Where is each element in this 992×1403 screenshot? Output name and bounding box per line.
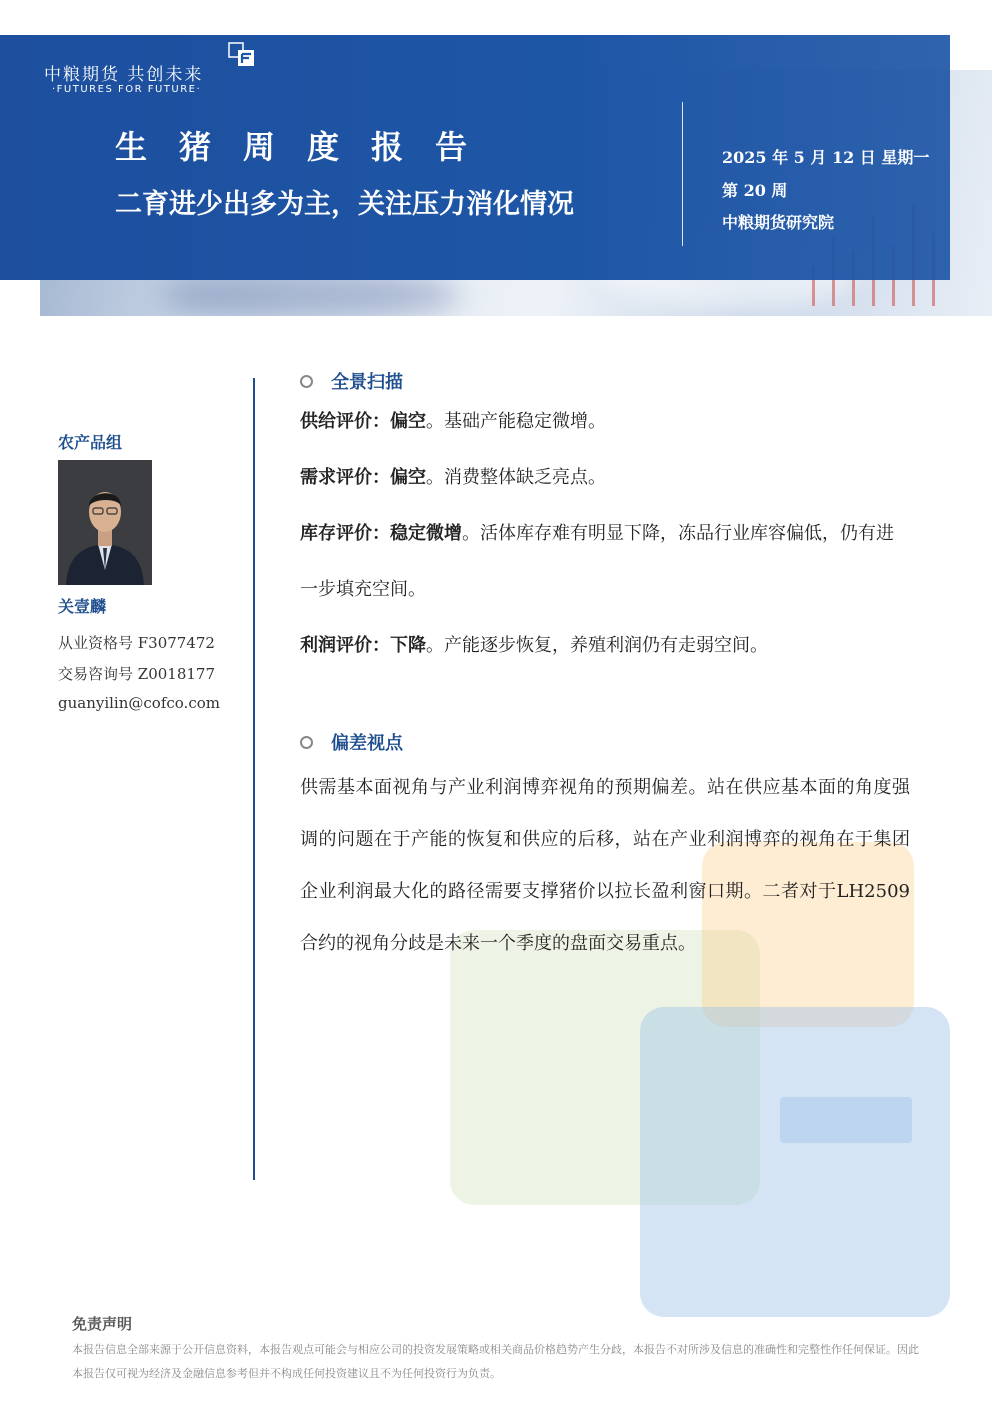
author-group: 农产品组: [58, 433, 123, 452]
section-heading-overview: 全景扫描: [300, 368, 403, 394]
disclaimer-text: 本报告信息全部来源于公开信息资料，本报告观点可能会与相应公司的投资发展策略或相关商品价格趋势产生分歧，本报告不对所涉及信息的准确性和完整性作任何保证。因此本报告仅可视为经济及金融信息参考但并不构成任何投资建议且不为任何投资行为负责。: [72, 1343, 919, 1380]
profit-label: 利润评价：下降: [300, 635, 426, 656]
stock-text: 。活体库存难有明显下降，冻品行业库容偏低，仍有进一步填充空间。: [300, 523, 894, 600]
demand-label: 需求评价：偏空: [300, 467, 426, 488]
author-consult-number: 交易咨询号 Z0018177: [58, 665, 215, 683]
decoration-blue-bar: [780, 1097, 912, 1143]
circle-bullet-icon: [300, 375, 313, 388]
profit-evaluation: [300, 618, 910, 674]
report-subtitle: 二育进少出多为主，关注压力消化情况: [115, 189, 574, 220]
report-date: 2025 年 5 月 12 日 星期一: [722, 148, 930, 167]
report-institute: 中粮期货研究院: [722, 213, 835, 232]
stock-evaluation: [300, 506, 910, 618]
supply-text: 。基础产能稳定微增。: [426, 411, 606, 432]
report-week: 第 20 周: [722, 181, 788, 200]
profit-text: 。产能逐步恢复，养殖利润仍有走弱空间。: [426, 635, 768, 656]
circle-bullet-icon: [300, 736, 313, 749]
logo-text-cn: 中粮期货 共创未来: [44, 65, 204, 85]
deviation-paragraph: 供需基本面视角与产业利润博弈视角的预期偏差。站在供应基本面的角度强调的问题在于产能的恢复和供应的后移，站在产业利润博弈的视角在于集团企业利润最大化的路径需要支撑猪价以拉长盈利窗口期。二者对于LH2509合约的视角分歧是未来一个季度的盘面交易重点。: [300, 777, 910, 954]
author-email[interactable]: guanyilin@cofco.com: [58, 694, 220, 712]
demand-evaluation: [300, 450, 910, 506]
author-name: 关壹麟: [58, 597, 107, 616]
person-icon: [58, 460, 152, 585]
header-divider: [682, 102, 683, 246]
cofco-logo-icon: [228, 42, 256, 70]
author-qualification: 从业资格号 F3077472: [58, 634, 215, 652]
demand-text: 。消费整体缺乏亮点。: [426, 467, 606, 488]
supply-label: 供给评价：偏空: [300, 411, 426, 432]
author-photo: [58, 460, 152, 585]
sidebar-divider: [253, 378, 255, 1180]
report-title: 生猪周度报告: [115, 128, 500, 166]
supply-evaluation: [300, 394, 910, 450]
stock-label: 库存评价：稳定微增: [300, 523, 462, 544]
logo-text-en: ·FUTURES FOR FUTURE·: [52, 84, 202, 95]
decoration-blue-block: [640, 1007, 950, 1317]
section-heading-deviation: 偏差视点: [300, 729, 403, 755]
disclaimer-title: 免责声明: [72, 1315, 133, 1333]
